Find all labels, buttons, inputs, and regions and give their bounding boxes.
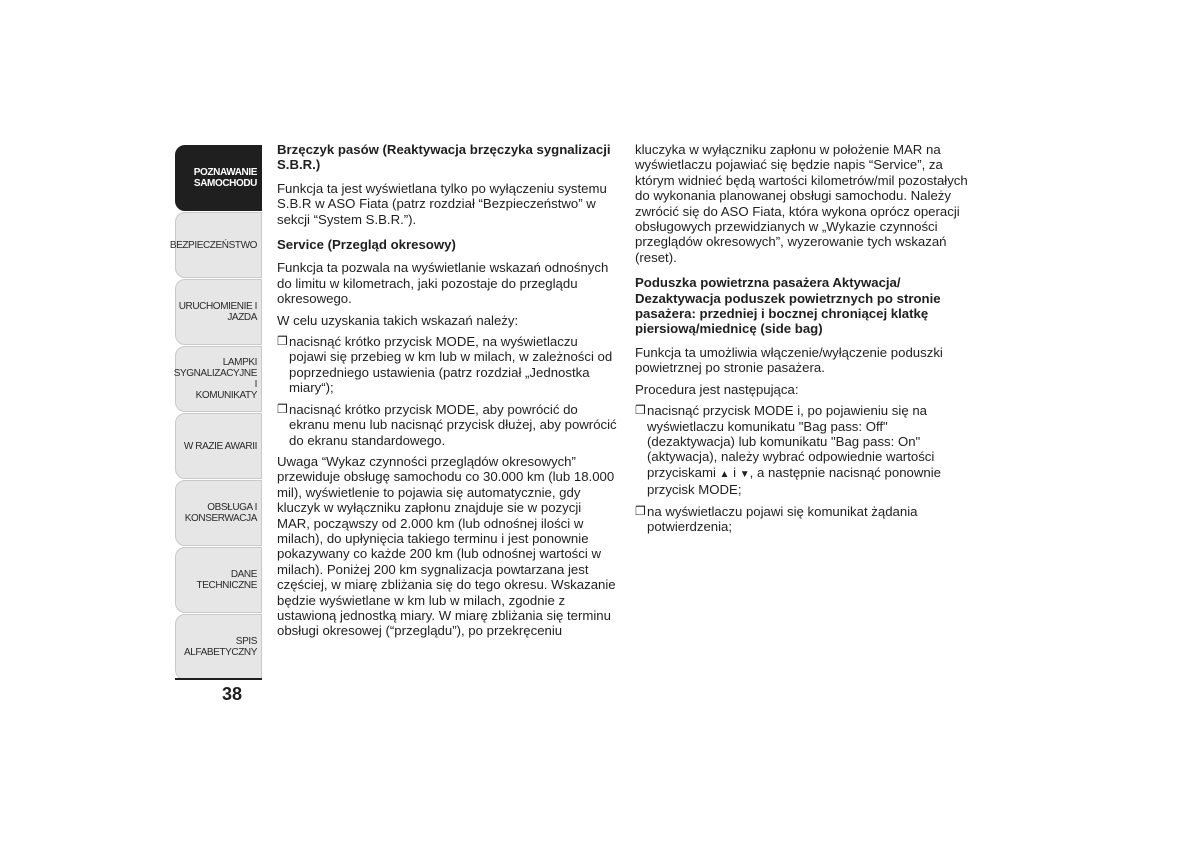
arrow-up-icon: ▲ (719, 468, 730, 480)
tab-spis-alfabetyczny[interactable]: SPIS ALFABETYCZNY (175, 614, 262, 680)
conjunction-text: i (733, 464, 737, 480)
list-item (277, 334, 617, 396)
heading-seatbelt-buzzer: Brzęczyk pasów (Reaktywacja brzęczyka sygnalizacji S.B.R.) (277, 142, 611, 173)
tab-obsluga-i-konserwacja[interactable]: OBSŁUGA I KONSERWACJA (175, 480, 262, 546)
tab-poznawanie-samochodu[interactable]: POZNAWANIE SAMOCHODU (175, 145, 262, 211)
tab-uruchomienie-i-jazda[interactable]: URUCHOMIENIE I JAZDA (175, 279, 262, 345)
checkbox-bullet-icon: ❒ (277, 334, 288, 349)
arrow-down-icon: ▼ (739, 468, 750, 480)
right-column (635, 142, 975, 540)
list-item-text: nacisnąć krótko przycisk MODE, na wyświetlaczu pojawi się przebieg w km lub w milach, w zależności od poprzedniego ustawienia (patrz rozdział „Jednostka miary“); (289, 334, 613, 396)
paragraph: Funkcja ta jest wyświetlana tylko po wyłączeniu systemu S.B.R w ASO Fiata (patrz rozdział “Bezpieczeństwo” w sekcji “System S.B.R.”). (277, 180, 607, 227)
paragraph: Funkcja ta umożliwia włączenie/wyłączenie poduszki powietrznej po stronie pasażera. (635, 344, 943, 376)
paragraph: Uwaga “Wykaz czynności przeglądów okresowych” przewiduje obsługę samochodu co 30.000 km (lub 18.000 mil), wyświetlenie to pojawia się automatycznie, gdy kluczyk w wyłączniku zapłonu znajduje sie w pozycji MAR, począwszy od 2.000 km (lub odnośnej ilości w milach), do upłynięcia takiego terminu i jest ponownie pokazywany co każde 200 km (lub odnośnej wartości w milach). Poniżej 200 km sygnalizacja powtarzana jest częściej, w miarę zbliżania się do tego okresu. Wskazanie będzie wyświetlane w km lub w milach, zgodnie z ustawioną jednostką miary. W miarę zbliżania się terminu obsługi okresowej (“przeglądu”), po przekręceniu (277, 453, 616, 639)
list-item-text-part: , a następnie nacisnąć ponownie przycisk MODE; (647, 464, 941, 498)
list-item (635, 504, 975, 535)
list-item-text: nacisnąć krótko przycisk MODE, aby powrócić do ekranu menu lub nacisnąć przycisk dłużej, aby powrócić do ekranu standardowego. (289, 401, 617, 448)
chapter-tabs (169, 145, 262, 681)
list-item (277, 402, 617, 448)
list-item-text: na wyświetlaczu pojawi się komunikat żądania potwierdzenia; (647, 503, 918, 534)
list-item-text (647, 403, 975, 497)
tab-w-razie-awarii[interactable]: W RAZIE AWARII (175, 413, 262, 479)
list-item-text-part: nacisnąć przycisk MODE i, po pojawieniu się na wyświetlaczu komunikatu "Bag pass: Off" (dezaktywacja) lub komunikatu "Bag pass: On" (aktywacja), należy wybrać odpowiednie wartości przyciskami (647, 403, 935, 480)
tab-divider (175, 678, 262, 680)
left-column (277, 142, 617, 645)
heading-service: Service (Przegląd okresowy) (277, 237, 456, 253)
checkbox-bullet-icon: ❒ (277, 401, 288, 416)
tab-dane-techniczne[interactable]: DANE TECHNICZNE (175, 547, 262, 613)
paragraph: kluczyka w wyłączniku zapłonu w położenie MAR na wyświetlaczu pojawiać się będzie napis “Service”, za którym widnieć będą wartości kilometrów/mil pozostałych do wykonania planowanej obsługi samochodu. Należy zwrócić się do ASO Fiata, która wykona oprócz operacji obsługowych przewidzianych w „Wykazie czynności przeglądów okresowych”, wyzerowanie tych wskazań (reset). (635, 142, 968, 265)
list-item (635, 403, 975, 497)
paragraph: Procedura jest następująca: (635, 381, 799, 397)
paragraph: Funkcja ta pozwala na wyświetlanie wskazań odnośnych do limitu w kilometrach, jaki pozostaje do przeglądu okresowego. (277, 260, 609, 307)
heading-passenger-airbag: Poduszka powietrzna pasażera Aktywacja/ Dezaktywacja poduszek powietrznych po stronie pasażera: przedniej i bocznej chroniącej klatkę piersiową/miednicę (side bag) (635, 275, 941, 337)
page-number: 38 (222, 684, 243, 704)
tab-lampki-sygnalizacyjne[interactable]: LAMPKI SYGNALIZACYJNE I KOMUNIKATY (175, 346, 262, 412)
tab-bezpieczenstwo[interactable]: BEZPIECZEŃSTWO (175, 212, 262, 278)
paragraph: W celu uzyskania takich wskazań należy: (277, 312, 519, 328)
checkbox-bullet-icon: ❒ (635, 503, 646, 518)
checkbox-bullet-icon: ❒ (635, 403, 646, 418)
